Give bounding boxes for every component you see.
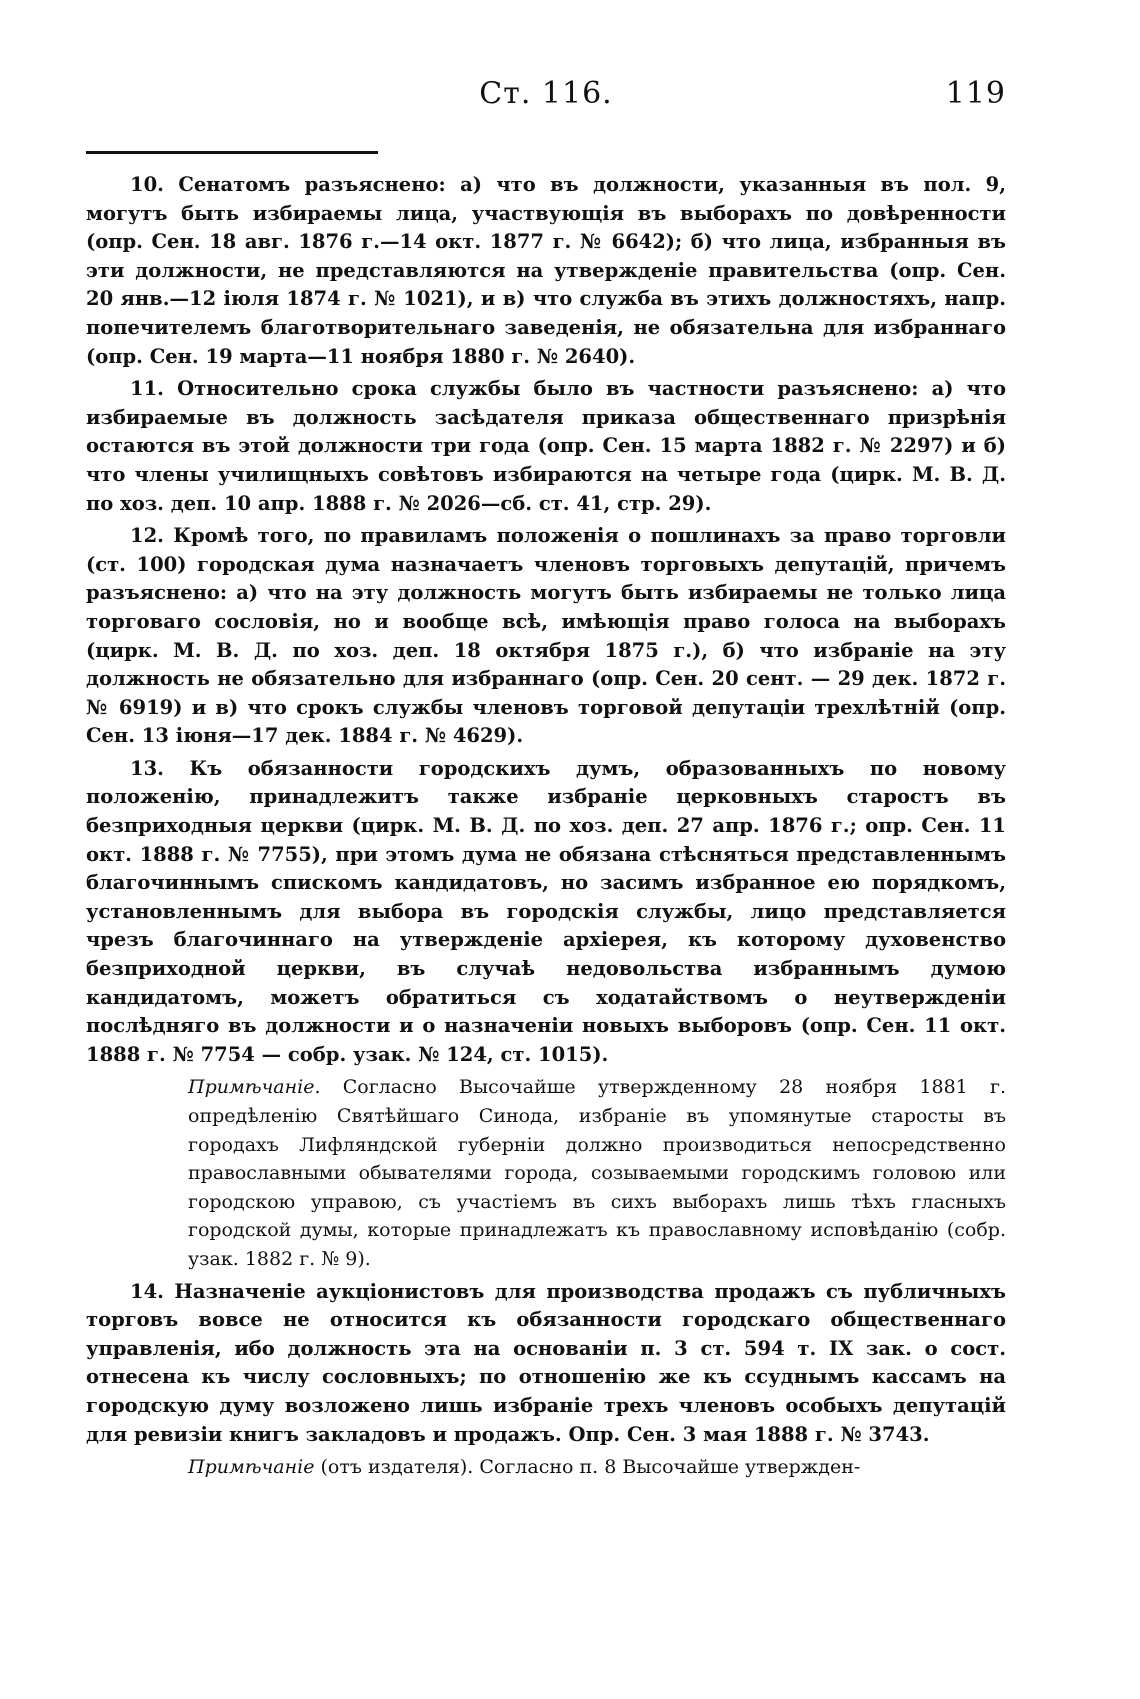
section-reference: Ст. 116. bbox=[479, 76, 613, 111]
paragraph-12 bbox=[86, 522, 1006, 751]
paragraph-number: 14. bbox=[130, 1279, 164, 1303]
paragraph-number: 12. bbox=[130, 524, 164, 548]
paragraph-number: 11. bbox=[130, 377, 164, 401]
note-paragraph-14 bbox=[86, 1453, 1006, 1482]
paragraph-text: Относительно срока службы было въ частности разъяснено: а) что избираемые въ должность засѣдателя приказа общественнаго призрѣнія остаются въ этой должности три года (опр. Сен. 15 марта 1882 г. № 2297) и б) что члены училищныхъ совѣтовъ избираются на четыре года (цирк. М. В. Д. по хоз. деп. 10 апр. 1888 г. № 2026—сб. ст. 41, стр. 29). bbox=[86, 377, 1006, 515]
note-label: Примѣчаніе. bbox=[188, 1076, 321, 1099]
paragraph-text: Назначеніе аукціонистовъ для производства продажъ съ публичныхъ торговъ вовсе не относится къ обязанности городскаго общественнаго управленія, ибо должность эта на основаніи п. 3 ст. 594 т. IX зак. о сост. отнесена къ числу сословныхъ; по отношенію же къ ссуднымъ кассамъ на городскую думу возложено лишь избраніе трехъ членовъ особыхъ депутацій для ревизіи книгъ закладовъ и продажъ. Опр. Сен. 3 мая 1888 г. № 3743. bbox=[86, 1279, 1006, 1446]
paragraph-text: Къ обязанности городскихъ думъ, образованныхъ по новому положенію, принадлежитъ также избраніе церковныхъ старостъ въ безприходныя церкви (цирк. М. В. Д. по хоз. деп. 27 апр. 1876 г.; опр. Сен. 11 окт. 1888 г. № 7755), при этомъ дума не обязана стѣсняться представленнымъ благочиннымъ спискомъ кандидатовъ, но засимъ избранное ею порядкомъ, установленнымъ для выбора въ городскія службы, лицо представляется чрезъ благочиннаго на утвержденіе архіерея, къ которому духовенство безприходной церкви, въ случаѣ недовольства избраннымъ думою кандидатомъ, можетъ обратиться съ ходатайствомъ о неутвержденіи послѣдняго въ должности и о назначеніи новыхъ выборовъ (опр. Сен. 11 окт. 1888 г. № 7754 — собр. узак. № 124, ст. 1015). bbox=[86, 756, 1006, 1066]
header-rule bbox=[86, 151, 378, 154]
page-number: 119 bbox=[945, 76, 1006, 111]
paragraph-11 bbox=[86, 375, 1006, 518]
note-text: (отъ издателя). Согласно п. 8 Высочайше утвержден- bbox=[320, 1456, 861, 1479]
paragraph-14 bbox=[86, 1278, 1006, 1450]
paragraph-13 bbox=[86, 755, 1006, 1070]
note-label: Примѣчаніе bbox=[188, 1456, 315, 1479]
running-head bbox=[86, 76, 1006, 116]
body-text bbox=[86, 171, 1006, 1482]
paragraph-10 bbox=[86, 171, 1006, 371]
paragraph-number: 10. bbox=[130, 173, 164, 196]
paragraph-text: Кромѣ того, по правиламъ положенія о пошлинахъ за право торговли (ст. 100) городская дума назначаетъ членовъ торговыхъ депутацій, причемъ разъяснено: а) что на эту должность могутъ быть избираемы не только лица торговаго сословія, но и вообще всѣ, имѣющія право голоса на выборахъ (цирк. М. В. Д. по хоз. деп. 18 октября 1875 г.), б) что избраніе на эту должность не обязательно для избраннаго (опр. Сен. 20 сент. — 29 дек. 1872 г. № 6919) и в) что срокъ службы членовъ торговой депутаціи трехлѣтній (опр. Сен. 13 іюня—17 дек. 1884 г. № 4629). bbox=[86, 524, 1007, 748]
note-text: Согласно Высочайше утвержденному 28 ноября 1881 г. опредѣленію Святѣйшаго Синода, избраніе въ упомянутые старосты въ городахъ Лифляндской губерніи должно производиться непосредственно православными обывателями города, созываемыми городскимъ головою или городскою управою, съ участіемъ въ сихъ выборахъ лишь тѣхъ гласныхъ городской думы, которые принадлежатъ къ православному исповѣданію (собр. узак. 1882 г. № 9). bbox=[188, 1076, 1006, 1270]
note-paragraph-13 bbox=[86, 1073, 1006, 1273]
paragraph-text: Сенатомъ разъяснено: а) что въ должности, указанныя въ пол. 9, могутъ быть избираемы лица, участвующія въ выборахъ по довѣренности (опр. Сен. 18 авг. 1876 г.—14 окт. 1877 г. № 6642); б) что лица, избранныя въ эти должности, не представляются на утвержденіе правительства (опр. Сен. 20 янв.—12 іюля 1874 г. № 1021), и в) что служба въ этихъ должностяхъ, напр. попечителемъ благотворительнаго заведенія, не обязательна для избраннаго (опр. Сен. 19 марта—11 ноября 1880 г. № 2640). bbox=[86, 173, 1006, 368]
paragraph-number: 13. bbox=[130, 756, 164, 780]
